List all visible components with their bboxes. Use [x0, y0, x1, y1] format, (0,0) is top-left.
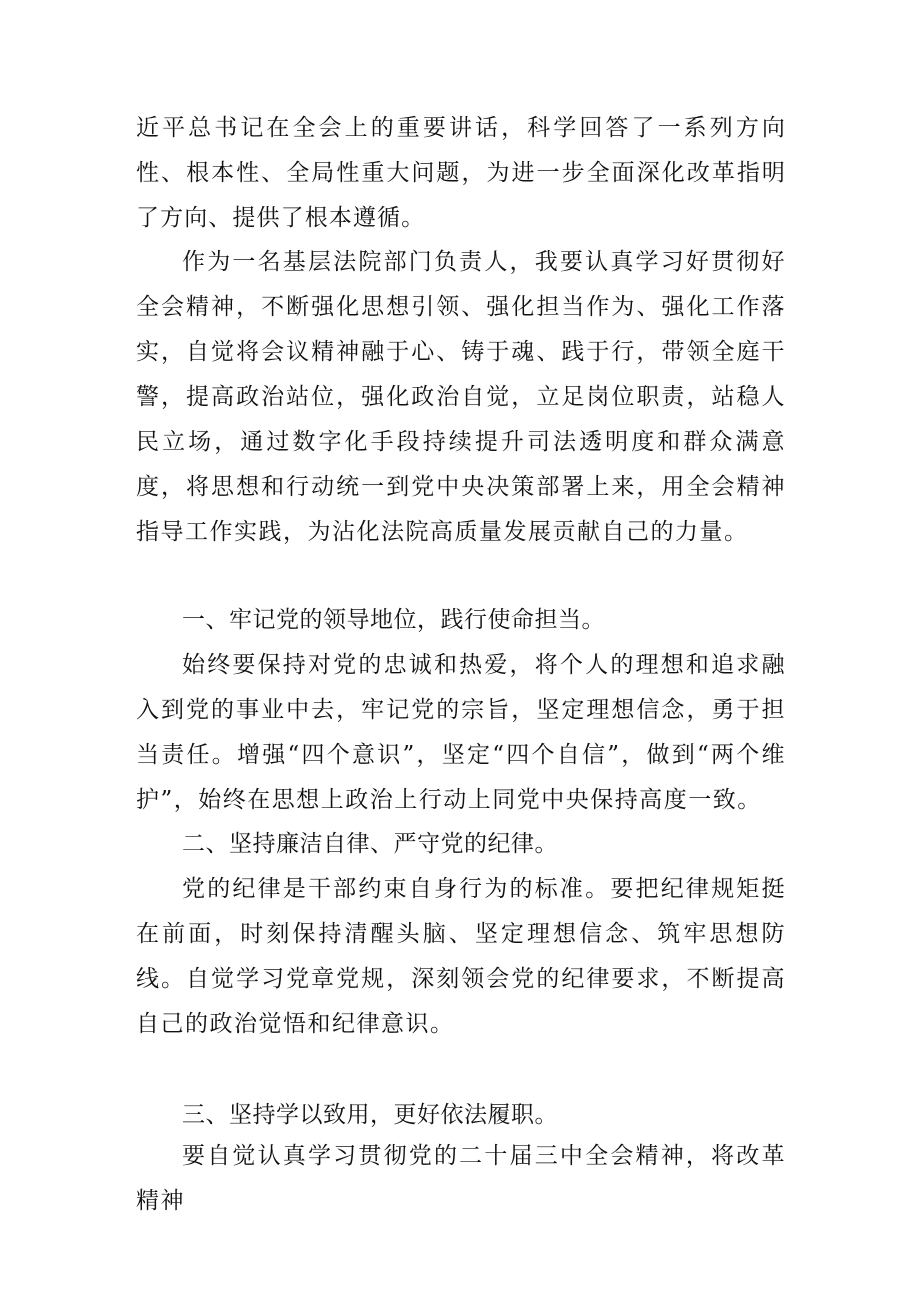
- paragraph-1-block: [136, 106, 786, 241]
- section-heading-2: 二、坚持廉洁自律、严守党的纪律。: [182, 831, 558, 857]
- paragraph-2: 作为一名基层法院部门负责人，我要认真学习好贯彻好全会精神，不断强化思想引领、强化担当作为、强化工作落实，自觉将会议精神融于心、铸于魂、践于行，带领全庭干警，提高政治站位，强化政治自觉，立足岗位职责，站稳人民立场，通过数字化手段持续提升司法透明度和群众满意度，将思想和行动统一到党中央决策部署上来，用全会精神指导工作实践，为沾化法院高质量发展贡献自己的力量。: [136, 249, 786, 545]
- heading-2-block: [136, 822, 786, 867]
- paragraph-1: 近平总书记在全会上的重要讲话，科学回答了一系列方向性、根本性、全局性重大问题，为进一步全面深化改革指明了方向、提供了根本遵循。: [136, 115, 786, 231]
- section-heading-3: 三、坚持学以致用，更好依法履职。: [182, 1102, 558, 1128]
- paragraph-5-block: [136, 1134, 786, 1224]
- paragraph-3-block: [136, 643, 786, 823]
- heading-3-block: [136, 1093, 786, 1138]
- paragraph-4-block: [136, 867, 786, 1047]
- paragraph-3: 始终要保持对党的忠诚和热爱，将个人的理想和追求融入到党的事业中去，牢记党的宗旨，坚定理想信念，勇于担当责任。增强“四个意识”，坚定“四个自信”，做到“两个维护”，始终在思想上政治上行动上同党中央保持高度一致。: [136, 652, 786, 813]
- paragraph-2-block: [136, 240, 786, 555]
- section-heading-1: 一、牢记党的领导地位，践行使命担当。: [182, 607, 605, 633]
- paragraph-5: 要自觉认真学习贯彻党的二十届三中全会精神，将改革精神: [136, 1143, 786, 1214]
- heading-1-block: [136, 598, 786, 643]
- paragraph-4: 党的纪律是干部约束自身行为的标准。要把纪律规矩挺在前面，时刻保持清醒头脑、坚定理想信念、筑牢思想防线。自觉学习党章党规，深刻领会党的纪律要求，不断提高自己的政治觉悟和纪律意识。: [136, 876, 786, 1037]
